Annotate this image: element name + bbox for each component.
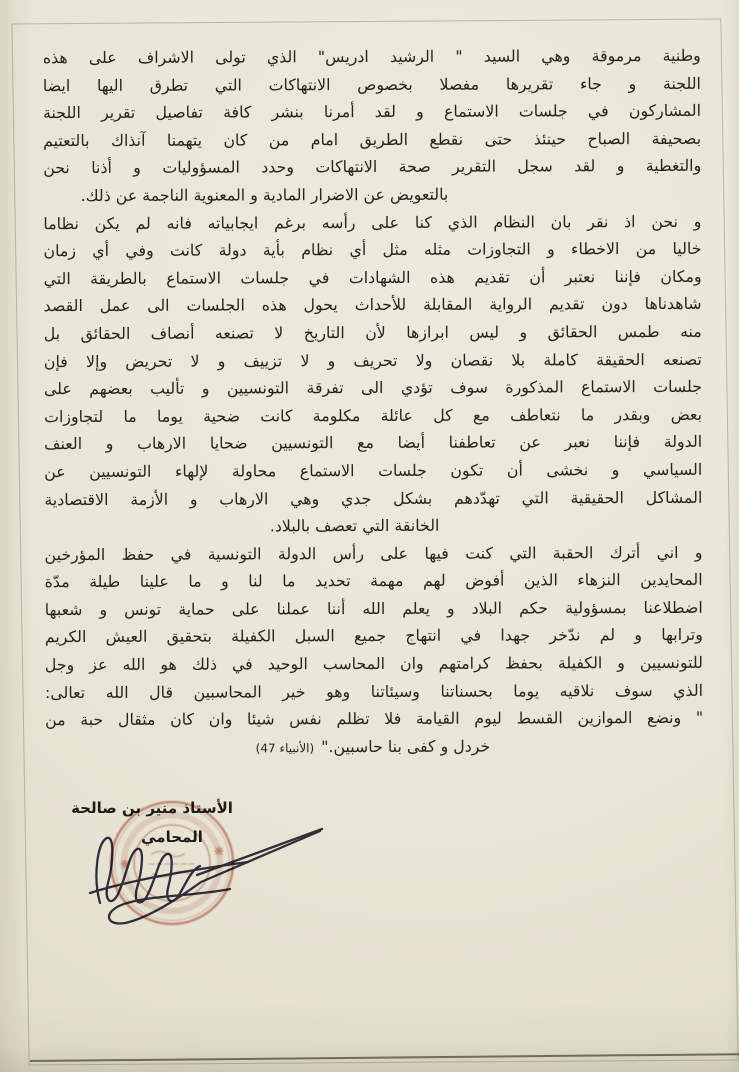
text-line: بعض وبقدر ما نتعاطف مع كل عائلة مكلومة كانت ضحية يوما ما لتجاوزات	[44, 404, 703, 426]
text-line: اللجنة و جاء تقريرها مفصلا بخصوص الانتهاكات التي تطرق اليها ايضا	[42, 73, 701, 95]
letter-body	[43, 42, 704, 762]
text-line: بصحيفة الصباح حينئذ حتى نقطع الطريق امام من كان يتهمنا آنذاك بالتعتيم	[43, 128, 702, 150]
text-line: جلسات الاستماع المذكورة سوف تؤدي الى تفرقة التونسيين و تأليب بعضهم على	[43, 376, 702, 399]
verse-reference: (الأنبياء 47)	[255, 741, 315, 756]
text-line: الخانقة التي تعصف بالبلاد.	[269, 515, 440, 536]
text-line: " ونضع الموازين القسط ليوم القيامة فلا تظلم نفس شيئا وان كان مثقال حبة من	[45, 708, 704, 730]
text-line: بالتعويض عن الاضرار المادية و المعنوية الناجمة عن ذلك.	[80, 184, 449, 205]
text-line: الدولة فإننا نعبر عن تعاطفنا أيضا مع التونسيين ضحايا الارهاب و العنف	[44, 432, 703, 454]
text-line: اضطلاعنا بمسؤولية حكم البلاد و يعلم الله أننا عملنا على حماية تونس و شعبها	[44, 597, 703, 620]
text-line: وترابها و لم ندّخر جهدا في انتهاج جميع السبل الكفيلة بتحقيق العيش الكريم	[44, 625, 703, 647]
text-line: ومكان فإننا نعتبر أن تقديم هذه الشهادات في جلسات الاستماع بالطريقة التي	[43, 266, 702, 288]
text-line: تصنعه الحقيقة كاملة بلا نقصان ولا تحريف و لا تزييف و لا تحريض وإلا فإن	[43, 349, 702, 371]
text-line: المشاركون في جلسات الاستماع و لقد أمرنا بنشر كافة تفاصيل تقرير اللجنة	[42, 101, 702, 123]
text-line: منه طمس الحقائق و ليس ابرازها لأن التاريخ لا تصنعه أنصاف الحقائق بل	[43, 321, 702, 344]
text-line	[45, 732, 703, 762]
text-line: و نحن اذ نقر بان النظام الذي كنا على رأسه برغم ايجابياته فانه لم يكن نظاما	[43, 211, 702, 233]
text-line: والتغطية و لقد سجل التقرير صحة الانتهاكات وحدد المسؤوليات و أذنا نحن	[43, 156, 702, 178]
text-line: المشاكل الحقيقية التي تهدّدهم بشكل جدي وهي الارهاب و الأزمة الاقتصادية	[44, 487, 703, 509]
quote-end-text: خردل و كفى بنا حاسبين."	[321, 736, 491, 757]
text-line: الذي سوف نلاقيه يوما بحسناتنا وسيئاتنا وهو خير المحاسبين قال الله تعالى:	[44, 680, 704, 702]
signatory-name: الأستاذ منير بن صالحة	[71, 799, 233, 817]
text-line: للتونسيين و الكفيلة بحفظ كرامتهم وان المحاسب الوحيد في ذلك هو الله عز وجل	[44, 652, 703, 675]
text-line: السياسي و نخشى أن تكون جلسات الاستماع محاولة لإلهاء التونسيين عن	[44, 459, 703, 482]
handwritten-signature	[78, 810, 338, 930]
text-line: و اني أترك الحقبة التي كنت فيها على رأس الدولة التونسية في حفظ المؤرخين	[44, 542, 703, 564]
text-line: شاهدناها دون تقديم الرواية المقابلة للأحداث يحول هذه الجلسات الى عمل القصد	[43, 294, 702, 316]
text-line: خاليا من الاخطاء و التجاوزات مثله مثل أي نظام بأية دولة كانت وفي أي زمان	[43, 239, 702, 261]
text-line: وطنية مرموقة وهي السيد " الرشيد ادريس" الذي تولى الاشراف على هذه	[42, 45, 701, 68]
text-line: المحايدين النزهاء الذين أفوض لهم مهمة تحديد ما لنا و ما علينا طيلة مدّة	[44, 570, 703, 592]
signatory-title: المحامي	[141, 828, 203, 846]
